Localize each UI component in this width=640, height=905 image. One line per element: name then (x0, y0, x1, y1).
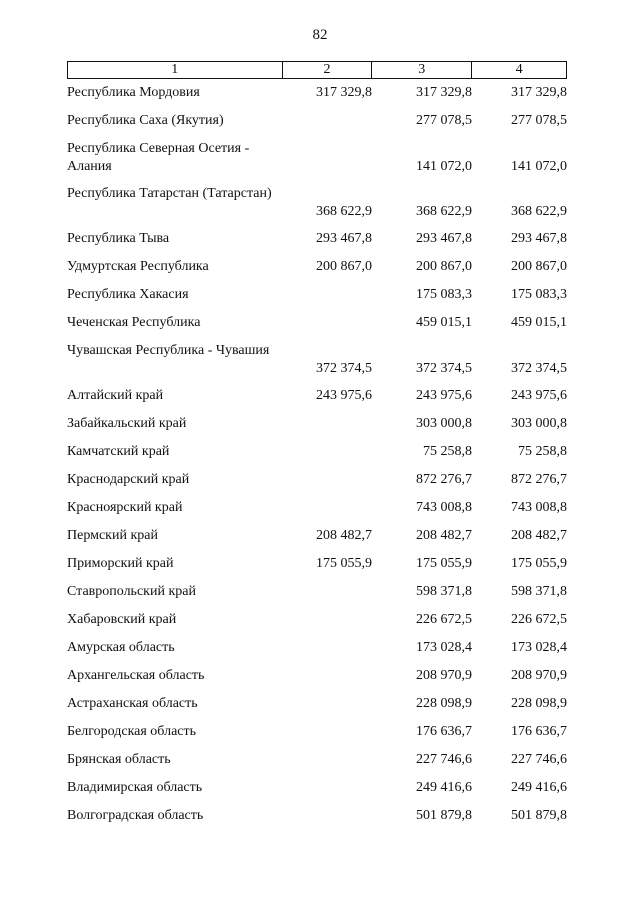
value-col-4: 208 970,9 (511, 668, 567, 683)
value-col-3: 459 015,1 (416, 315, 472, 330)
value-col-3: 372 374,5 (416, 361, 472, 376)
value-col-4: 249 416,6 (511, 780, 567, 795)
region-name: Камчатский край (67, 444, 170, 459)
value-col-3: 228 098,9 (416, 696, 472, 711)
region-name: Алтайский край (67, 388, 164, 403)
region-name: Республика Тыва (67, 231, 170, 246)
value-col-2: 208 482,7 (316, 528, 372, 543)
region-name: Красноярский край (67, 500, 183, 515)
value-col-4: 277 078,5 (511, 113, 567, 128)
value-col-3: 227 746,6 (416, 752, 472, 767)
region-name: Чувашская Республика - Чувашия (67, 343, 270, 358)
value-col-4: 228 098,9 (511, 696, 567, 711)
region-name: Республика Хакасия (67, 287, 189, 302)
value-col-4: 226 672,5 (511, 612, 567, 627)
value-col-4: 200 867,0 (511, 259, 567, 274)
value-col-4: 173 028,4 (511, 640, 567, 655)
value-col-2: 368 622,9 (316, 204, 372, 219)
value-col-3: 743 008,8 (416, 500, 472, 515)
value-col-4: 176 636,7 (511, 724, 567, 739)
value-col-3: 249 416,6 (416, 780, 472, 795)
value-col-3: 208 482,7 (416, 528, 472, 543)
value-col-3: 208 970,9 (416, 668, 472, 683)
value-col-4: 75 258,8 (518, 444, 567, 459)
value-col-4: 303 000,8 (511, 416, 567, 431)
region-name: Владимирская область (67, 780, 203, 795)
value-col-3: 501 879,8 (416, 808, 472, 823)
value-col-4: 293 467,8 (511, 231, 567, 246)
value-col-4: 368 622,9 (511, 204, 567, 219)
header-col-4: 4 (472, 62, 567, 79)
value-col-3: 277 078,5 (416, 113, 472, 128)
region-name: Республика Татарстан (Татарстан) (67, 186, 272, 201)
header-col-2: 2 (282, 62, 372, 79)
value-col-3: 200 867,0 (416, 259, 472, 274)
value-col-2: 200 867,0 (316, 259, 372, 274)
region-name: Республика Саха (Якутия) (67, 113, 224, 128)
value-col-4: 501 879,8 (511, 808, 567, 823)
value-col-3: 176 636,7 (416, 724, 472, 739)
region-name: Забайкальский край (67, 416, 187, 431)
value-col-4: 459 015,1 (511, 315, 567, 330)
region-name: Волгоградская область (67, 808, 204, 823)
value-col-4: 598 371,8 (511, 584, 567, 599)
value-col-3: 75 258,8 (423, 444, 472, 459)
region-name: Республика Мордовия (67, 85, 200, 100)
value-col-2: 317 329,8 (316, 85, 372, 100)
region-name: Белгородская область (67, 724, 197, 739)
value-col-4: 872 276,7 (511, 472, 567, 487)
region-name: Приморский край (67, 556, 174, 571)
value-col-4: 208 482,7 (511, 528, 567, 543)
region-name: Ставропольский край (67, 584, 196, 599)
region-name: Хабаровский край (67, 612, 177, 627)
value-col-4: 141 072,0 (511, 159, 567, 174)
value-col-4: 743 008,8 (511, 500, 567, 515)
region-name: Брянская область (67, 752, 171, 767)
value-col-3: 293 467,8 (416, 231, 472, 246)
value-col-3: 141 072,0 (416, 159, 472, 174)
header-col-1: 1 (68, 62, 283, 79)
value-col-2: 175 055,9 (316, 556, 372, 571)
region-name: Амурская область (67, 640, 175, 655)
region-name: Пермский край (67, 528, 158, 543)
header-col-3: 3 (372, 62, 472, 79)
value-col-3: 317 329,8 (416, 85, 472, 100)
region-name: Республика Северная Осетия - Алания (67, 141, 250, 174)
region-name: Астраханская область (67, 696, 198, 711)
value-col-2: 372 374,5 (316, 361, 372, 376)
value-col-3: 303 000,8 (416, 416, 472, 431)
value-col-3: 226 672,5 (416, 612, 472, 627)
value-col-3: 173 028,4 (416, 640, 472, 655)
value-col-3: 598 371,8 (416, 584, 472, 599)
value-col-4: 243 975,6 (511, 388, 567, 403)
value-col-3: 368 622,9 (416, 204, 472, 219)
value-col-4: 227 746,6 (511, 752, 567, 767)
value-col-4: 372 374,5 (511, 361, 567, 376)
region-name: Краснодарский край (67, 472, 190, 487)
page-number: 82 (312, 27, 328, 43)
value-col-2: 293 467,8 (316, 231, 372, 246)
region-name: Удмуртская Республика (67, 259, 209, 274)
value-col-4: 175 055,9 (511, 556, 567, 571)
value-col-4: 175 083,3 (511, 287, 567, 302)
value-col-3: 175 083,3 (416, 287, 472, 302)
value-col-3: 872 276,7 (416, 472, 472, 487)
value-col-4: 317 329,8 (511, 85, 567, 100)
value-col-2: 243 975,6 (316, 388, 372, 403)
region-name: Архангельская область (67, 668, 205, 683)
region-name: Чеченская Республика (67, 315, 201, 330)
value-col-3: 175 055,9 (416, 556, 472, 571)
value-col-3: 243 975,6 (416, 388, 472, 403)
